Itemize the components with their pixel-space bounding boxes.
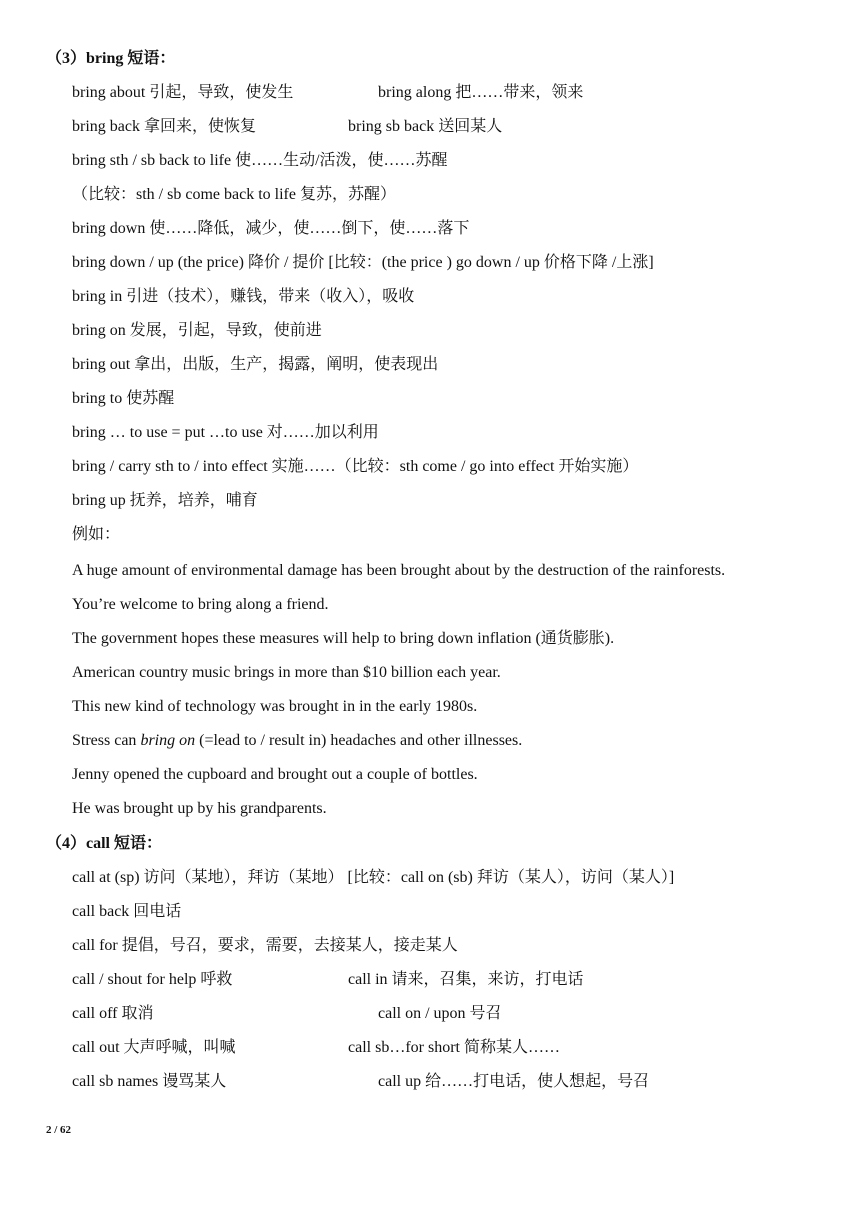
- phrase-bring-down-up: bring down / up (the price) 降价 / 提价 [比较：(the price ) go down / up 价格下降 /上涨]: [72, 254, 654, 271]
- phrase-en: call on / upon: [378, 1005, 466, 1022]
- phrase-row-call-off: [72, 1002, 502, 1026]
- phrase-call-in: [348, 968, 584, 992]
- phrase-bring-back-to-life: bring sth / sb back to life 使……生动/活泼，使……苏醒: [72, 152, 448, 169]
- phrase-zh: 拿回来，使恢复: [143, 118, 256, 135]
- phrase-bring-on: bring on 发展，引起，导致，使前进: [72, 322, 322, 339]
- phrase-call-for-short: [348, 1036, 560, 1060]
- phrase-zh: 把……带来，领来: [455, 84, 584, 101]
- phrase-bring-sb-back: [348, 115, 502, 139]
- phrase-en: bring back: [72, 118, 140, 135]
- phrase-bring-in: bring in 引进（技术），赚钱，带来（收入），吸收: [72, 288, 415, 305]
- phrase-zh: 呼救: [200, 971, 233, 988]
- phrase-bring-to: bring to 使苏醒: [72, 390, 175, 407]
- phrase-zh: 给……打电话，使人想起，号召: [425, 1073, 650, 1090]
- examples-label: 例如：: [72, 526, 121, 543]
- page-number: 2 / 62: [46, 1124, 72, 1136]
- phrase-zh: 引起，导致，使发生: [149, 84, 294, 101]
- phrase-en: call / shout for help: [72, 971, 197, 988]
- phrase-zh: 号召: [469, 1005, 502, 1022]
- phrase-en: call sb…for short: [348, 1039, 460, 1056]
- bring-heading: （3）bring 短语：: [46, 50, 176, 67]
- phrase-row-call-names: [72, 1070, 650, 1094]
- phrase-row-bring-back: [72, 115, 503, 139]
- phrase-zh: 取消: [121, 1005, 154, 1022]
- example-sentence: American country music brings in more than $10 billion each year.: [72, 664, 501, 681]
- example-sentence: You’re welcome to bring along a friend.: [72, 596, 329, 613]
- phrase-call-on-upon: [378, 1002, 502, 1026]
- phrase-en: call sb names: [72, 1073, 159, 1090]
- phrase-en: call up: [378, 1073, 422, 1090]
- phrase-row-bring-about: [72, 81, 584, 105]
- phrase-bring-out: bring out 拿出，出版，生产，揭露，阐明，使表现出: [72, 356, 439, 373]
- example-italic-phrase: bring on: [140, 732, 196, 749]
- phrase-en: bring sb back: [348, 118, 435, 135]
- phrase-call-back: call back 回电话: [72, 903, 182, 920]
- phrase-bring-down: bring down 使……降低，减少，使……倒下，使……落下: [72, 220, 470, 237]
- phrase-bring-up: bring up 抚养，培养，哺育: [72, 492, 258, 509]
- example-sentence: He was brought up by his grandparents.: [72, 800, 327, 817]
- phrase-zh: 大声呼喊，叫喊: [123, 1039, 236, 1056]
- phrase-bring-along: [378, 81, 583, 105]
- phrase-bring-to-use: bring … to use = put …to use 对……加以利用: [72, 424, 379, 441]
- phrase-row-call-out: [72, 1036, 560, 1060]
- phrase-row-call-shout: [72, 968, 584, 992]
- phrase-en: call off: [72, 1005, 118, 1022]
- phrase-en: call out: [72, 1039, 120, 1056]
- phrase-bring-into-effect: bring / carry sth to / into effect 实施……（比较：sth come / go into effect 开始实施）: [72, 458, 639, 475]
- example-sentence: Jenny opened the cupboard and brought out a couple of bottles.: [72, 766, 478, 783]
- example-text: Stress can: [72, 732, 141, 749]
- phrase-en: bring about: [72, 84, 146, 101]
- phrase-call-for: call for 提倡，号召，要求，需要，去接某人，接走某人: [72, 937, 458, 954]
- phrase-zh: 送回某人: [438, 118, 503, 135]
- example-sentence: This new kind of technology was brought in in the early 1980s.: [72, 698, 478, 715]
- example-sentence: A huge amount of environmental damage has been brought about by the destruction of the rainforests.: [72, 562, 726, 579]
- phrase-compare-come-back-to-life: （比较：sth / sb come back to life 复苏，苏醒）: [72, 186, 396, 203]
- phrase-zh: 请来，召集，来访，打电话: [391, 971, 584, 988]
- example-text: (=lead to / result in) headaches and other illnesses.: [195, 732, 523, 749]
- phrase-zh: 简称某人……: [463, 1039, 560, 1056]
- example-sentence: The government hopes these measures will help to bring down inflation (通货膨胀).: [72, 630, 615, 647]
- example-sentence: [72, 729, 522, 753]
- phrase-call-up: [378, 1070, 649, 1094]
- phrase-zh: 谩骂某人: [162, 1073, 227, 1090]
- call-heading: （4）call 短语：: [46, 835, 162, 852]
- phrase-call-at: call at (sp) 访问（某地），拜访（某地） [比较：call on (sb) 拜访（某人），访问（某人）]: [72, 869, 675, 886]
- phrase-en: call in: [348, 971, 388, 988]
- phrase-en: bring along: [378, 84, 452, 101]
